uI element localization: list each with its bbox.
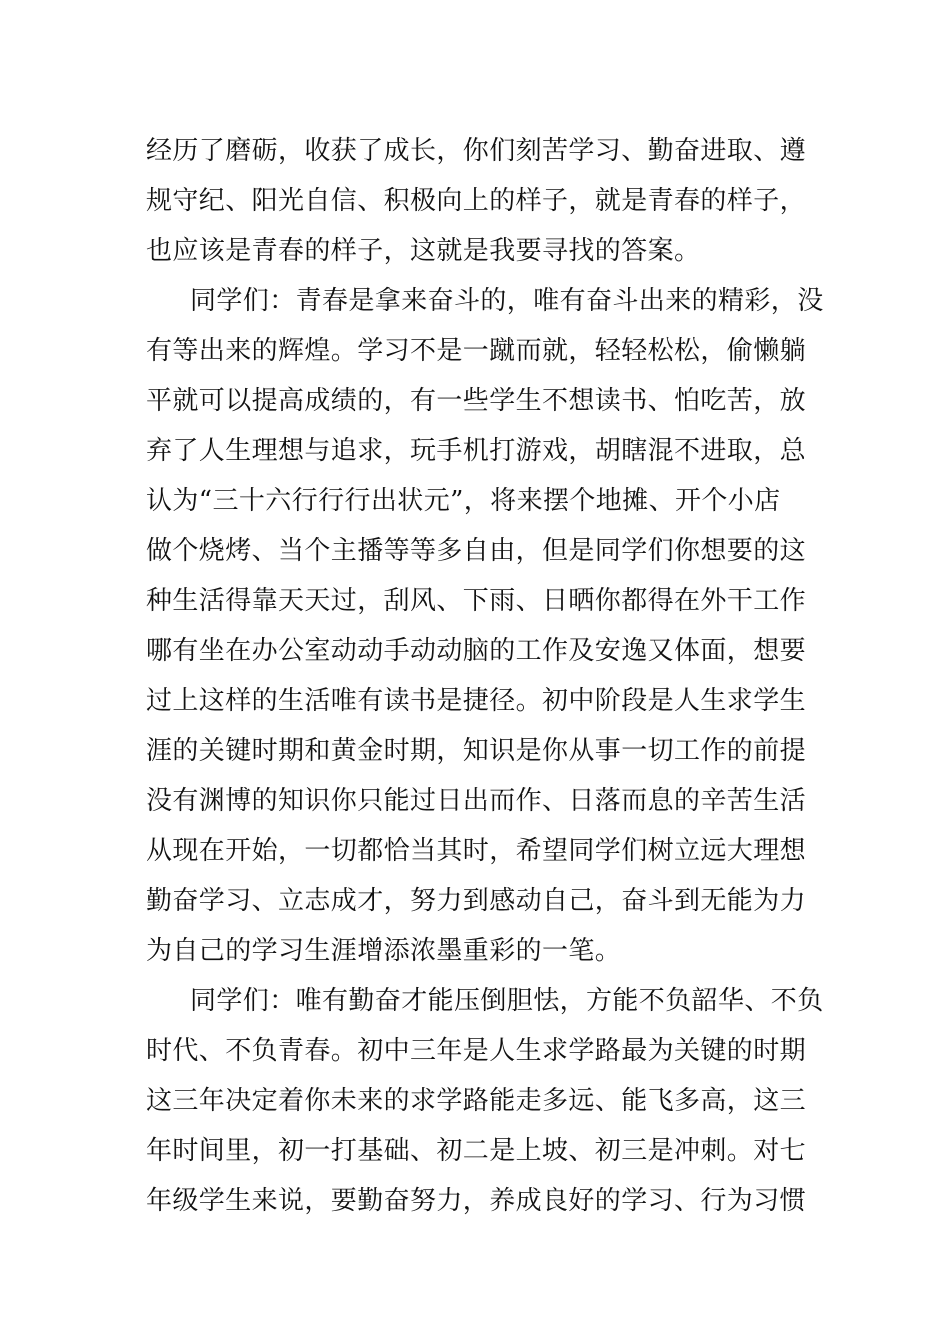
text-line: 从现在开始，一切都恰当其时，希望同学们树立远大理想 <box>146 836 807 866</box>
text-line: 时代、不负青春。初中三年是人生求学路最为关键的时期 <box>146 1036 807 1066</box>
paragraph-start-line: 同学们：青春是拿来奋斗的，唯有奋斗出来的精彩，没 <box>190 286 824 316</box>
text-line: 过上这样的生活唯有读书是捷径。初中阶段是人生求学生 <box>146 686 807 716</box>
text-line: 没有渊博的知识你只能过日出而作、日落而息的辛苦生活 <box>146 786 807 816</box>
text-line: 规守纪、阳光自信、积极向上的样子，就是青春的样子， <box>146 186 807 216</box>
text-line: 年时间里，初一打基础、初二是上坡、初三是冲刺。对七 <box>146 1136 807 1166</box>
text-line: 哪有坐在办公室动动手动动脑的工作及安逸又体面，想要 <box>146 636 807 666</box>
text-line: 平就可以提高成绩的，有一些学生不想读书、怕吃苦，放 <box>146 386 807 416</box>
text-line: 种生活得靠天天过，刮风、下雨、日晒你都得在外干工作 <box>146 586 807 616</box>
text-line: 有等出来的辉煌。学习不是一蹴而就，轻轻松松，偷懒躺 <box>146 336 807 366</box>
text-line: 涯的关键时期和黄金时期，知识是你从事一切工作的前提 <box>146 736 807 766</box>
text-line: 经历了磨砺，收获了成长，你们刻苦学习、勤奋进取、遵 <box>146 136 807 166</box>
text-line: 认为“三十六行行行出状元”，将来摆个地摊、开个小店 <box>146 486 781 516</box>
text-line: 年级学生来说，要勤奋努力，养成良好的学习、行为习惯 <box>146 1186 807 1216</box>
text-line: 也应该是青春的样子，这就是我要寻找的答案。 <box>146 236 701 266</box>
paragraph-start-line: 同学们：唯有勤奋才能压倒胆怯，方能不负韶华、不负 <box>190 986 824 1016</box>
text-line: 为自己的学习生涯增添浓墨重彩的一笔。 <box>146 936 622 966</box>
text-line: 勤奋学习、立志成才，努力到感动自己，奋斗到无能为力 <box>146 886 807 916</box>
text-line: 做个烧烤、当个主播等等多自由，但是同学们你想要的这 <box>146 536 807 566</box>
text-line: 弃了人生理想与追求，玩手机打游戏，胡瞎混不进取，总 <box>146 436 807 466</box>
text-line: 这三年决定着你未来的求学路能走多远、能飞多高，这三 <box>146 1086 807 1116</box>
